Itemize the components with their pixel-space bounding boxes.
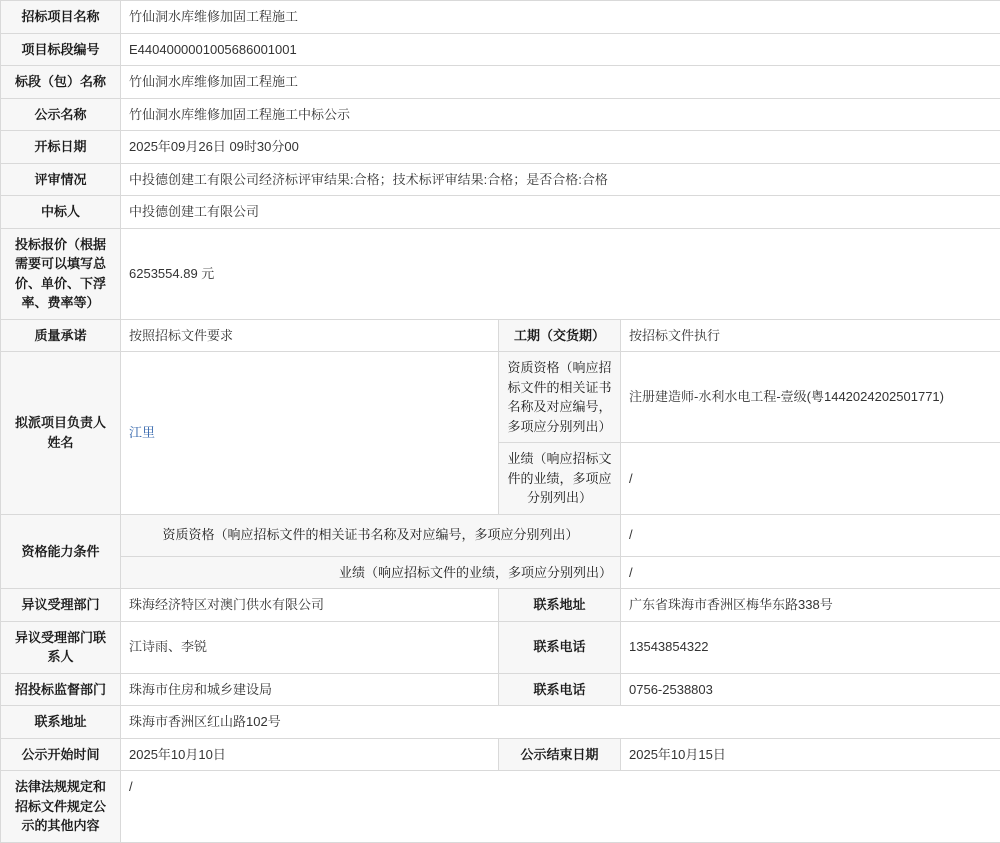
label-bid-price: 投标报价（根据需要可以填写总价、单价、下浮率、费率等） (1, 228, 121, 319)
table-row-bid-price (1, 228, 1000, 319)
label-quality-commitment: 质量承诺 (1, 319, 121, 352)
value-section-name: 竹仙洞水库维修加固工程施工 (121, 66, 1000, 99)
label-manager-name: 拟派项目负责人姓名 (1, 352, 121, 515)
label-project-name: 招标项目名称 (1, 1, 121, 34)
value-objection-contact: 江诗雨、李锐 (121, 621, 499, 673)
value-public-start: 2025年10月10日 (121, 738, 499, 771)
label-other-content: 法律法规规定和招标文件规定公示的其他内容 (1, 771, 121, 843)
label-project-section-code: 项目标段编号 (1, 33, 121, 66)
label-company-performance: 业绩（响应招标文件的业绩，多项应分别列出） (121, 556, 621, 589)
value-public-end: 2025年10月15日 (621, 738, 1000, 771)
value-evaluation: 中投德创建工有限公司经济标评审结果:合格；技术标评审结果:合格；是否合格:合格 (121, 163, 1000, 196)
table-row-supervision-dept (1, 673, 1000, 706)
label-winner: 中标人 (1, 196, 121, 229)
table-row-project-section-code (1, 33, 1000, 66)
table-row-other-content (1, 771, 1000, 843)
table-row-company-qualification (1, 514, 1000, 556)
table-row-bid-open-date (1, 131, 1000, 164)
value-manager-name (121, 352, 499, 515)
table-row-quality-duration (1, 319, 1000, 352)
table-row-company-performance (1, 556, 1000, 589)
table-row-evaluation (1, 163, 1000, 196)
value-other-content: / (121, 771, 1000, 843)
label-objection-contact: 异议受理部门联系人 (1, 621, 121, 673)
label-notice-name: 公示名称 (1, 98, 121, 131)
value-company-performance: / (621, 556, 1000, 589)
label-section-name: 标段（包）名称 (1, 66, 121, 99)
label-company-qualification: 资质资格（响应招标文件的相关证书名称及对应编号，多项应分别列出） (121, 514, 621, 556)
label-qualification-conditions: 资格能力条件 (1, 514, 121, 589)
value-duration: 按招标文件执行 (621, 319, 1000, 352)
table-row-project-name (1, 1, 1000, 34)
label-bid-open-date: 开标日期 (1, 131, 121, 164)
value-contact-address: 珠海市香洲区红山路102号 (121, 706, 1000, 739)
value-manager-performance: / (621, 443, 1000, 515)
label-evaluation: 评审情况 (1, 163, 121, 196)
label-manager-performance: 业绩（响应招标文件的业绩，多项应分别列出） (499, 443, 621, 515)
label-supervision-dept: 招投标监督部门 (1, 673, 121, 706)
value-project-section-code: E4404000001005686001001 (121, 33, 1000, 66)
value-manager-qualification: 注册建造师-水利水电工程-壹级(粤1442024202501771) (621, 352, 1000, 443)
table-row-section-name (1, 66, 1000, 99)
value-supervision-dept: 珠海市住房和城乡建设局 (121, 673, 499, 706)
label-contact-address: 联系地址 (1, 706, 121, 739)
label-manager-qualification: 资质资格（响应招标文件的相关证书名称及对应编号，多项应分别列出） (499, 352, 621, 443)
label-public-start: 公示开始时间 (1, 738, 121, 771)
value-supervision-phone: 0756-2538803 (621, 673, 1000, 706)
manager-name-link[interactable]: 江里 (129, 425, 155, 440)
label-objection-phone: 联系电话 (499, 621, 621, 673)
value-winner: 中投德创建工有限公司 (121, 196, 1000, 229)
table-row-winner (1, 196, 1000, 229)
table-row-public-period (1, 738, 1000, 771)
label-duration: 工期（交货期） (499, 319, 621, 352)
label-objection-dept: 异议受理部门 (1, 589, 121, 622)
value-notice-name: 竹仙洞水库维修加固工程施工中标公示 (121, 98, 1000, 131)
label-public-end: 公示结束日期 (499, 738, 621, 771)
label-supervision-phone: 联系电话 (499, 673, 621, 706)
value-objection-dept: 珠海经济特区对澳门供水有限公司 (121, 589, 499, 622)
table-row-notice-name (1, 98, 1000, 131)
value-quality-commitment: 按照招标文件要求 (121, 319, 499, 352)
value-project-name: 竹仙洞水库维修加固工程施工 (121, 1, 1000, 34)
table-row-objection-dept (1, 589, 1000, 622)
label-objection-dept-address: 联系地址 (499, 589, 621, 622)
table-row-manager-qualification (1, 352, 1000, 443)
value-objection-dept-address: 广东省珠海市香洲区梅华东路338号 (621, 589, 1000, 622)
value-bid-open-date: 2025年09月26日 09时30分00 (121, 131, 1000, 164)
table-row-objection-contact (1, 621, 1000, 673)
value-bid-price: 6253554.89 元 (121, 228, 1000, 319)
table-row-contact-address (1, 706, 1000, 739)
value-company-qualification: / (621, 514, 1000, 556)
value-objection-phone: 13543854322 (621, 621, 1000, 673)
